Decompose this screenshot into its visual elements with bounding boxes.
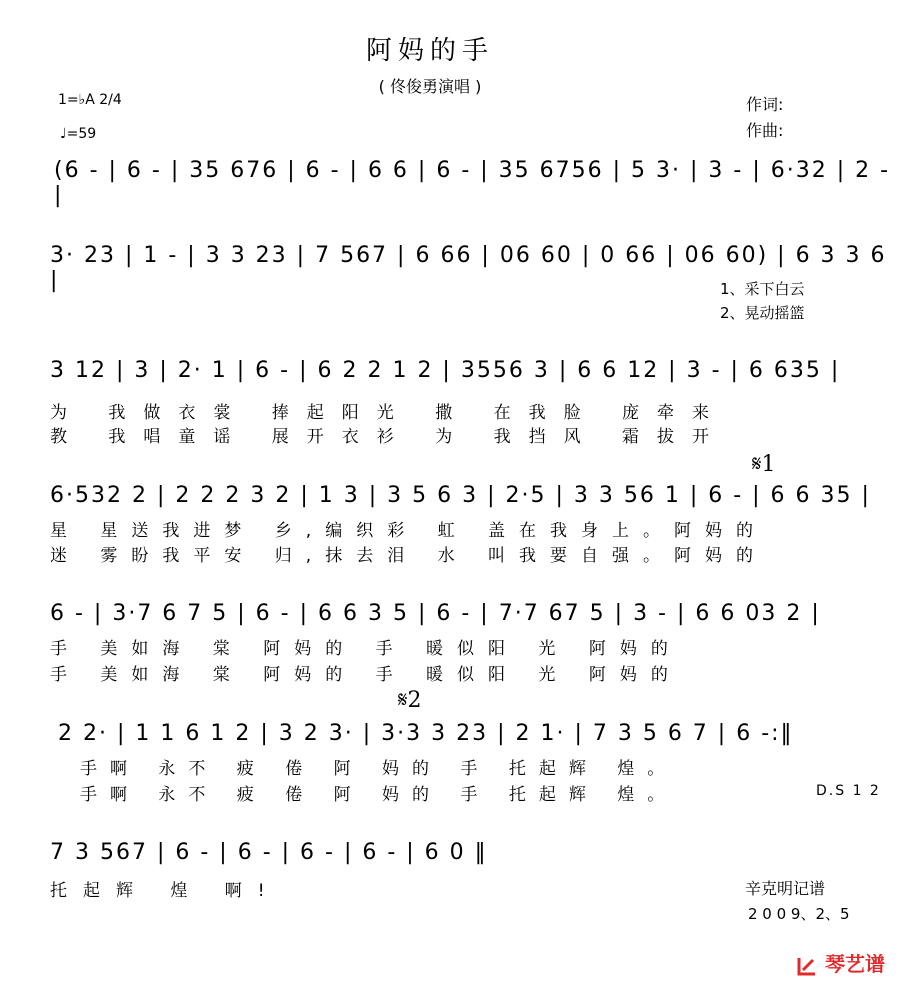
score-row-3 <box>0 350 901 392</box>
logo-icon <box>796 955 818 977</box>
notes-row-5: 6 - | 3·7 6 7 5 | 6 - | 6 6 3 5 | 6 - | 7·7 67 5 | 3 - | 6 6 03 2 | <box>50 601 821 626</box>
transcription-date: 2 0 0 9、2、5 <box>748 905 850 923</box>
segno-1-icon: 𝄋1 <box>752 452 776 477</box>
logo-text: 琴艺谱 <box>825 952 885 976</box>
verse-2-intro-lyric: 2、晃动摇篮 <box>720 304 805 322</box>
transcriber-credit: 辛克明记谱 <box>745 879 826 898</box>
notes-row-4: 6·532 2 | 2 2 2 3 2 | 1 3 | 3 5 6 3 | 2·5 | 3 3 56 1 | 6 - | 6 6 35 | <box>50 483 871 508</box>
score-row-4 <box>0 475 901 517</box>
verse-1-intro-lyric: 1、采下白云 <box>720 280 805 298</box>
composer-label: 作曲: <box>746 121 784 140</box>
score-row-5 <box>0 593 901 635</box>
notes-row-6: 2 2· | 1 1 6 1 2 | 3 2 3· | 3·3 3 23 | 2 1· | 7 3 5 6 7 | 6 -:‖ <box>58 721 794 746</box>
lyric-row-5-verse-2: 手 美如海 棠 阿妈的 手 暖似阳 光 阿妈的 <box>50 665 682 685</box>
notes-row-1: (6 - | 6 - | 35 676 | 6 - | 6 6 | 6 - | 35 6756 | 5 3· | 3 - | 6·32 | 2 - | <box>54 158 891 208</box>
song-subtitle: ( 佟俊勇演唱 ) <box>378 77 482 96</box>
lyric-row-6-verse-2: 手啊 永不 疲 倦 阿 妈的 手 托起辉 煌。 <box>80 785 678 805</box>
segno-2-icon: 𝄋2 <box>398 688 422 713</box>
lyric-row-3-verse-2: 教 我唱童谣 展开衣衫 为 我挡风 霜拔开 <box>50 427 728 447</box>
tempo-marking: ♩=59 <box>60 126 97 142</box>
site-logo <box>796 948 885 977</box>
notes-row-7: 7 3 567 | 6 - | 6 - | 6 - | 6 - | 6 0 ‖ <box>50 840 488 865</box>
lyric-row-4-verse-2: 迷 雾盼我平安 归,抹去泪 水 叫我要自强。阿妈的 <box>50 546 768 566</box>
lyric-row-3-verse-1: 为 我做衣裳 捧起阳光 撒 在我脸 庞牵来 <box>50 403 728 423</box>
score-row-6 <box>0 713 901 755</box>
lyric-row-5-verse-1: 手 美如海 棠 阿妈的 手 暖似阳 光 阿妈的 <box>50 639 682 659</box>
lyric-row-7: 托起辉 煌 啊! <box>50 881 281 901</box>
song-title: 阿妈的手 <box>365 36 494 66</box>
notes-row-3: 3 12 | 3 | 2· 1 | 6 - | 6 2 2 1 2 | 3556 3 | 6 6 12 | 3 - | 6 635 | <box>50 358 841 383</box>
key-signature: 1=♭A 2/4 <box>58 92 122 108</box>
notes-row-2: 3· 23 | 1 - | 3 3 23 | 7 567 | 6 66 | 06 60 | 0 66 | 06 60) | 6 3 3 6 | <box>50 243 887 293</box>
lyric-row-6-verse-1: 手啊 永不 疲 倦 阿 妈的 手 托起辉 煌。 <box>80 759 678 779</box>
lyric-row-4-verse-1: 星 星送我进梦 乡,编织彩 虹 盖在我身上。阿妈的 <box>50 521 768 541</box>
score-row-1 <box>0 150 901 208</box>
ds-marking: D.S 1 2 <box>816 783 881 799</box>
score-row-7 <box>0 832 901 874</box>
lyricist-label: 作词: <box>746 95 784 114</box>
